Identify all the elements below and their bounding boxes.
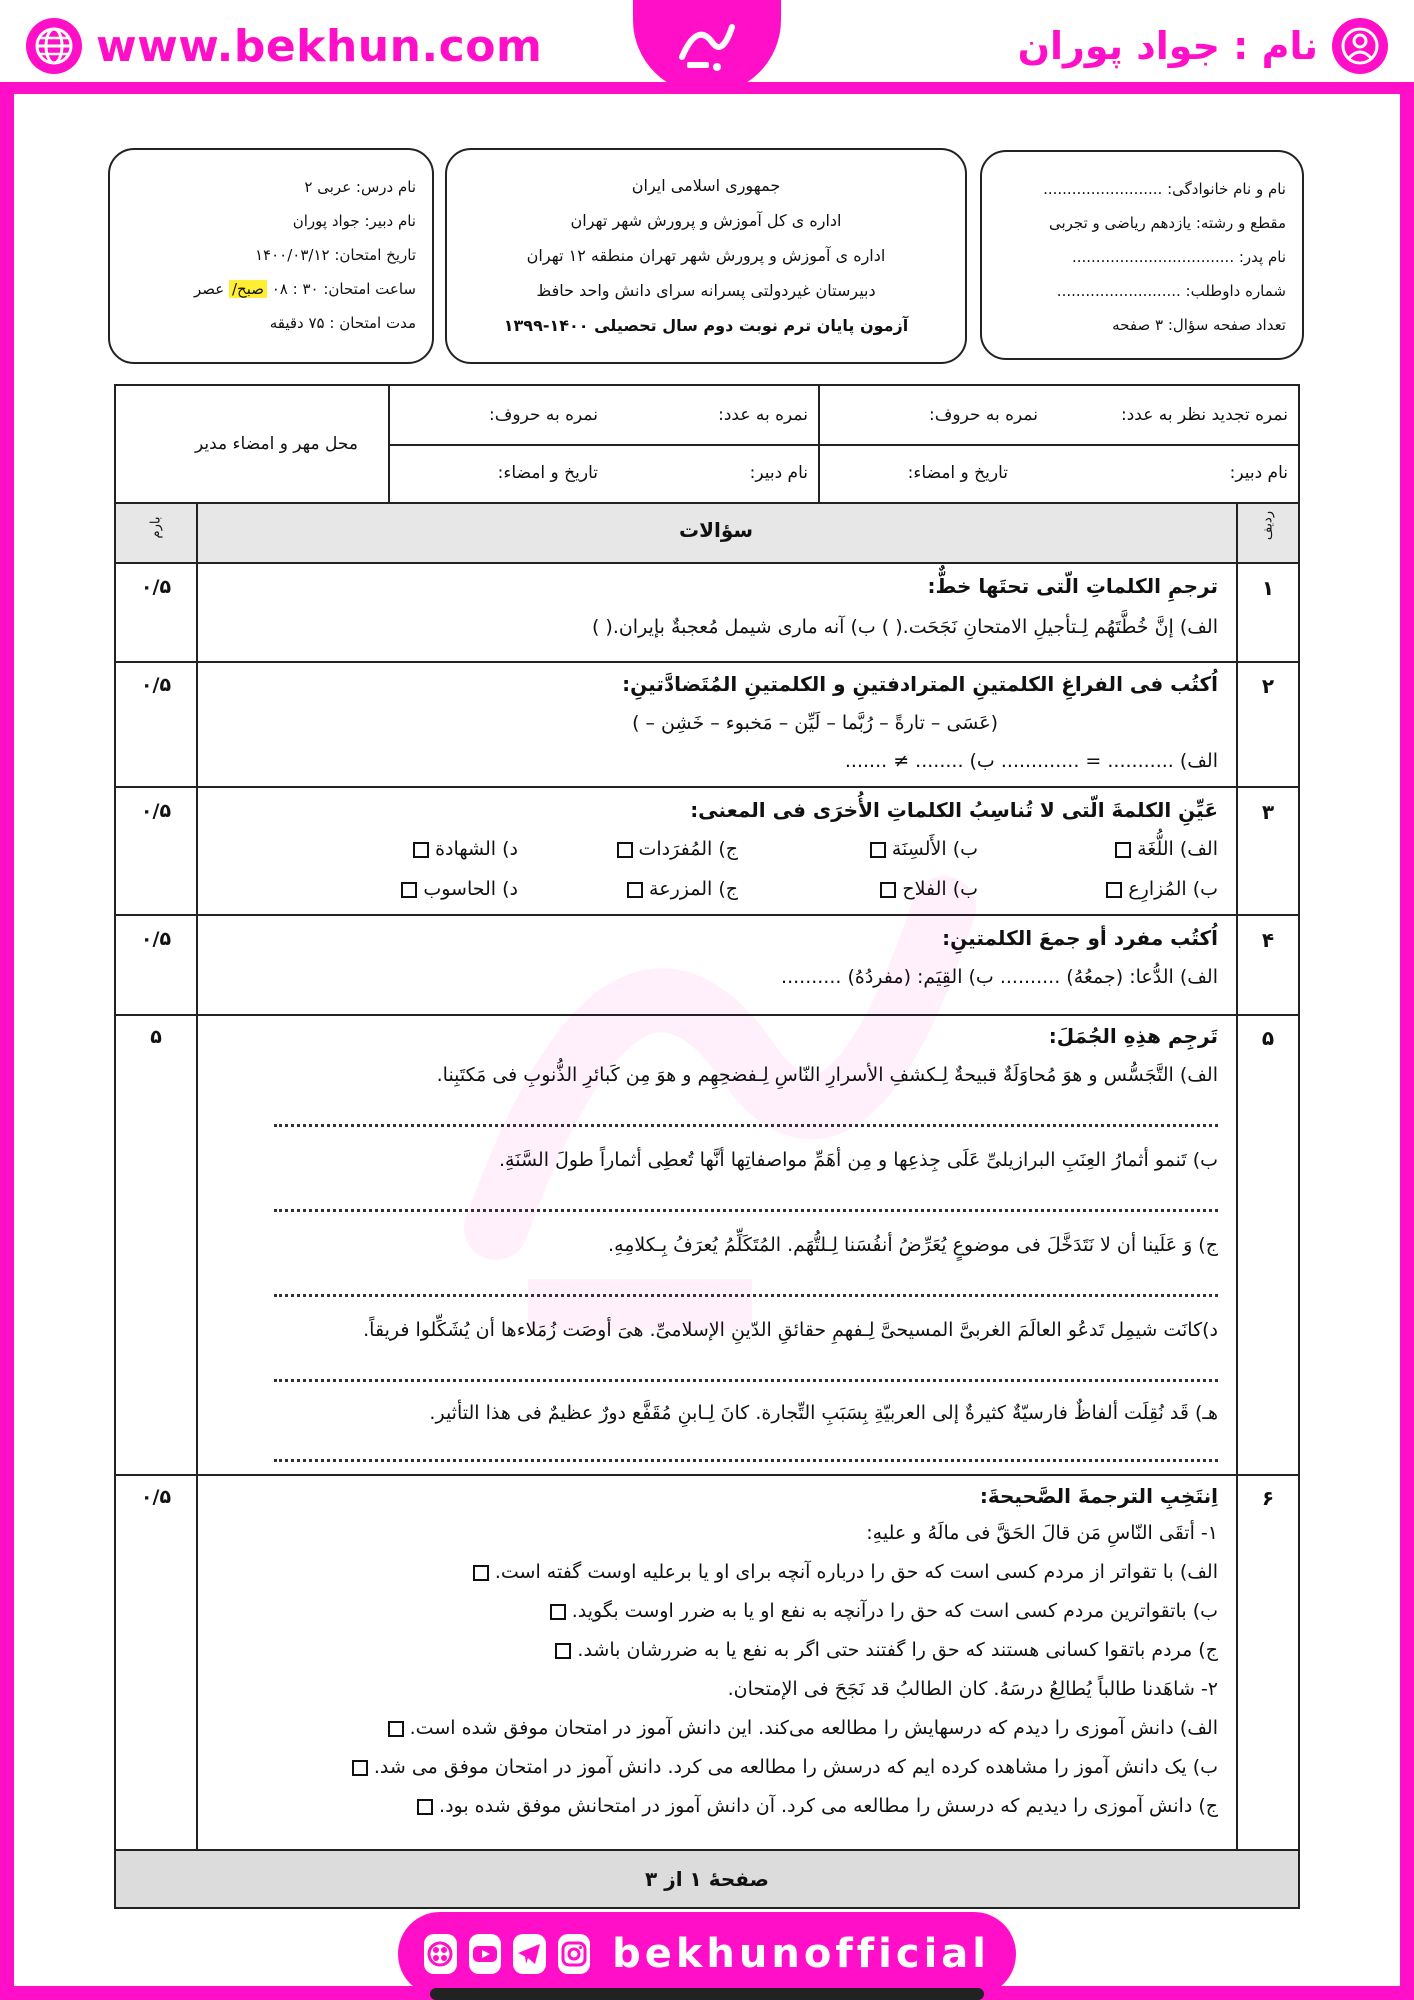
q2-score: ۰/۵: [140, 674, 172, 696]
social-bar[interactable]: [398, 1912, 1016, 1996]
checkbox[interactable]: [870, 842, 886, 858]
review-grade-letters: نمره به حروف:: [929, 405, 1038, 425]
field-subject: نام درس: عربی ۲: [304, 178, 416, 196]
social-handle: bekhunofficial: [612, 1931, 990, 1977]
q6-item2-prompt: ۲- شاهَدنا طالباً یُطالِعُ درسَهُ. کان الطالبُ قد نَجَحَ فی الإمتحان.: [727, 1678, 1218, 1700]
top-bar: [0, 0, 1414, 94]
q3-option-c1[interactable]: ج) المُفرَدات: [611, 838, 739, 860]
district-directorate: اداره ی آموزش و پرورش شهر تهران منطقه ۱۲ تهران: [526, 246, 886, 265]
aparat-icon[interactable]: [424, 1934, 457, 1974]
website-text: www.bekhun.com: [96, 20, 543, 72]
q4-line: الف) الدُّعا: (جمعُهُ) .......... ب) القِیَم: (مفردُهُ) ..........: [781, 966, 1218, 988]
q3-title: عَیِّنِ الکلمةَ الّتی لا تُناسِبُ الکلماتِ الأُخرَی فی المعنی:: [690, 798, 1218, 822]
q1-title: ترجمِ الکلماتِ الّتی تحتَها خطٌّ:: [927, 574, 1218, 598]
grade-letters: نمره به حروف:: [489, 405, 598, 425]
q5-score: ۵: [150, 1026, 162, 1048]
q3-option-c2[interactable]: ج) المزرعة: [621, 878, 738, 900]
q6-number: ۶: [1261, 1486, 1275, 1510]
website-link[interactable]: [26, 18, 542, 74]
q6-item1-option-c[interactable]: ج) مردم باتقوا کسانی هستند که حق را گفتند حتی اگر به نفع یا به ضررشان باشد.: [549, 1639, 1218, 1661]
answer-line[interactable]: [274, 1209, 1218, 1212]
checkbox[interactable]: [417, 1799, 433, 1815]
answer-line[interactable]: [274, 1124, 1218, 1127]
q1-score: ۰/۵: [140, 576, 172, 598]
exam-title: آزمون پایان ترم نوبت دوم سال تحصیلی ۱۴۰۰-۱۳۹۹: [503, 316, 909, 335]
principal-stamp: محل مهر و امضاء مدیر: [195, 434, 358, 454]
q1-number: ۱: [1261, 576, 1275, 600]
time-highlight: صبح/: [229, 280, 267, 298]
student-info-box: [980, 150, 1304, 360]
checkbox[interactable]: [1115, 842, 1131, 858]
field-page-count: تعداد صفحه سؤال: ۳ صفحه: [1112, 316, 1286, 334]
checkbox[interactable]: [352, 1760, 368, 1776]
checkbox[interactable]: [555, 1643, 571, 1659]
field-teacher: نام دبیر: جواد پوران: [292, 212, 416, 230]
instagram-icon[interactable]: [558, 1934, 591, 1974]
directorate-general: اداره ی کل آموزش و پرورش شهر تهران: [570, 211, 842, 230]
q3-option-a1[interactable]: الف) اللُّغَة: [1109, 838, 1218, 860]
student-name: [1018, 18, 1388, 74]
questions-table: [114, 504, 1300, 1909]
q3-option-d1[interactable]: د) الشهادة: [407, 838, 518, 860]
grade-table: [114, 384, 1300, 504]
checkbox[interactable]: [627, 882, 643, 898]
col-questions-label: سؤالات: [678, 518, 754, 542]
field-exam-time: ساعت امتحان: ۳۰ : ۰۸ صبح/ عصر: [193, 280, 416, 298]
q6-item1-option-b[interactable]: ب) باتقواترین مردم کسی است که حق را درآنچه به نفع او یا به ضرر اوست بگوید.: [544, 1600, 1218, 1622]
q1-line: الف) إنَّ خُطَّتَهُم لِـتأجیلِ الامتحانِ نَجَحَت.( ) ب) آنه ماری شیمل مُعجبةٌ بإیران.( ): [591, 616, 1218, 638]
q3-number: ۳: [1261, 800, 1275, 824]
q6-item1-option-a[interactable]: الف) با تقواتر از مردم کسی است که حق را درباره آنچه برای او یا برعلیه اوست گفته است.: [467, 1561, 1218, 1583]
q6-item2-option-a[interactable]: الف) دانش آموزی را دیدم که درسهایش را مطالعه می‌کند. این دانش آموز در امتحان موفق شده است.: [382, 1717, 1218, 1739]
col-row-label: ردیف: [1260, 510, 1276, 541]
q2-number: ۲: [1261, 674, 1275, 698]
grade-number: نمره به عدد:: [718, 405, 808, 425]
col-score-label: بارم: [148, 516, 164, 539]
checkbox[interactable]: [880, 882, 896, 898]
q3-score: ۰/۵: [140, 800, 172, 822]
field-duration: مدت امتحان : ۷۵ دقیقه: [269, 314, 416, 332]
q3-option-b1[interactable]: ب) الأَلسِنَة: [864, 838, 978, 860]
field-exam-date: تاریخ امتحان: ۱۴۰۰/۰۳/۱۲: [255, 246, 416, 264]
checkbox[interactable]: [388, 1721, 404, 1737]
q5-sentence-b: ب) تَنمو أثمارُ العِنَبِ البرازیلیِّ عَلَی جِذعِها و مِن أهَمِّ مواصفاتِها أنَّها تُعطِی أثماراً طولَ السَّنَةِ.: [499, 1149, 1218, 1171]
school-info-box: [445, 148, 967, 364]
answer-line[interactable]: [274, 1459, 1218, 1462]
q2-word-list: (عَسَی – تارةً – رُبَّما – لَیِّن – مَخبوء – خَشِن – ): [632, 712, 998, 734]
field-grade: مقطع و رشته: یازدهم ریاضی و تجربی: [1048, 214, 1286, 232]
page-number: صفحهٔ ۱ از ۳: [116, 1849, 1298, 1907]
exam-info-box: [108, 148, 434, 364]
answer-line[interactable]: [274, 1379, 1218, 1382]
checkbox[interactable]: [617, 842, 633, 858]
q6-score: ۰/۵: [140, 1486, 172, 1508]
q2-title: اُکتُب فی الفراغِ الکلمتینِ المترادفتینِ و الکلمتینِ المُتَضادَّتینِ:: [622, 672, 1218, 696]
globe-icon: [26, 18, 82, 74]
q2-answers: الف) ........... = ............. ب) ........ ≠ .......: [844, 750, 1218, 772]
q6-item2-option-b[interactable]: ب) یک دانش آموز را مشاهده کرده ایم که درسش را مطالعه می کرد. دانش آموز در امتحان موفق می شد.: [346, 1756, 1218, 1778]
review-grade-number: نمره تجدید نظر به عدد:: [1120, 405, 1288, 425]
checkbox[interactable]: [1106, 882, 1122, 898]
q5-sentence-e: هـ) قَد نُقِلَت ألفاظٌ فارسیّةٌ کثیرةٌ إلی العربیّةِ بِسَبَبِ التِّجارة. کانَ لِـابنِ مُقَفَّع دورٌ عظیمٌ فی هذا التأثیر.: [429, 1402, 1218, 1424]
telegram-icon[interactable]: [513, 1934, 546, 1974]
review-date-sign: تاریخ و امضاء:: [907, 463, 1008, 483]
questions-header: [116, 504, 1298, 564]
checkbox[interactable]: [401, 882, 417, 898]
field-father-name: نام پدر: ..................................: [1071, 248, 1286, 266]
field-full-name: نام و نام خانوادگی: .........................: [1043, 180, 1286, 198]
checkbox[interactable]: [550, 1604, 566, 1620]
q5-sentence-d: د)کانَت شیمِل تَدعُو العالَمَ الغربیَّ المسیحیَّ لِـفهمِ حقائقِ الدّینِ الإسلامیِّ. هیَ أوصَت زُمَلاءها أن یُشَکِّلوا فریقاً.: [363, 1319, 1218, 1341]
youtube-icon[interactable]: [469, 1934, 502, 1974]
checkbox[interactable]: [413, 842, 429, 858]
q5-sentence-a: الف) التَّجَسُّس و هوَ مُحاوَلَةٌ قبیحةٌ لِـکشفِ الأسرارِ النّاسِ لِـفضحِهِم و هوَ مِن کَبائرِ الذُّنوبِ فی مَکتَبِنا.: [436, 1064, 1218, 1086]
date-sign: تاریخ و امضاء:: [497, 463, 598, 483]
bekhun-logo: [633, 0, 781, 94]
teacher-name: نام دبیر:: [749, 463, 808, 483]
checkbox[interactable]: [473, 1565, 489, 1581]
q4-score: ۰/۵: [140, 928, 172, 950]
q4-title: اُکتُب مفرد أو جمعَ الکلمتینِ:: [942, 926, 1218, 950]
field-candidate-number: شماره داوطلب: ..........................: [1056, 282, 1286, 300]
q5-sentence-c: ج) وَ عَلَینا أن لا نَتَدَخَّلَ فی موضوعٍ یُعَرِّضُ أنفُسَنا لِـلتُّهَم. المُتَکَلِّمُ یُعرَفُ بِـکلامِهِ.: [608, 1234, 1218, 1256]
school-name: دبیرستان غیردولتی پسرانه سرای دانش واحد حافظ: [536, 281, 876, 300]
q5-number: ۵: [1261, 1026, 1275, 1050]
shadow-bar: [430, 1988, 984, 2000]
user-icon: [1332, 18, 1388, 74]
q4-number: ۴: [1261, 928, 1275, 952]
review-teacher-name: نام دبیر:: [1229, 463, 1288, 483]
republic-title: جمهوری اسلامی ایران: [631, 176, 781, 195]
q6-item1-prompt: ۱- أتقَی النّاسِ مَن قالَ الحَقَّ فی مالَهُ و علیهِ:: [866, 1522, 1218, 1544]
student-name-text: نام : جواد پوران: [1017, 24, 1318, 68]
q5-title: تَرجِم هذِهِ الجُمَلَ:: [1048, 1024, 1218, 1048]
q6-title: اِنتَخِبِ الترجمةَ الصَّحیحةَ:: [979, 1484, 1218, 1508]
q3-option-a2[interactable]: ب) المُزارِع: [1100, 878, 1218, 900]
q6-item2-option-c[interactable]: ج) دانش آموزی را دیدیم که درسش را مطالعه می کرد. آن دانش آموز در امتحانش موفق شده بود.: [411, 1795, 1218, 1817]
q3-option-d2[interactable]: د) الحاسوب: [395, 878, 518, 900]
q3-option-b2[interactable]: ب) الفلاح: [874, 878, 978, 900]
answer-line[interactable]: [274, 1294, 1218, 1297]
